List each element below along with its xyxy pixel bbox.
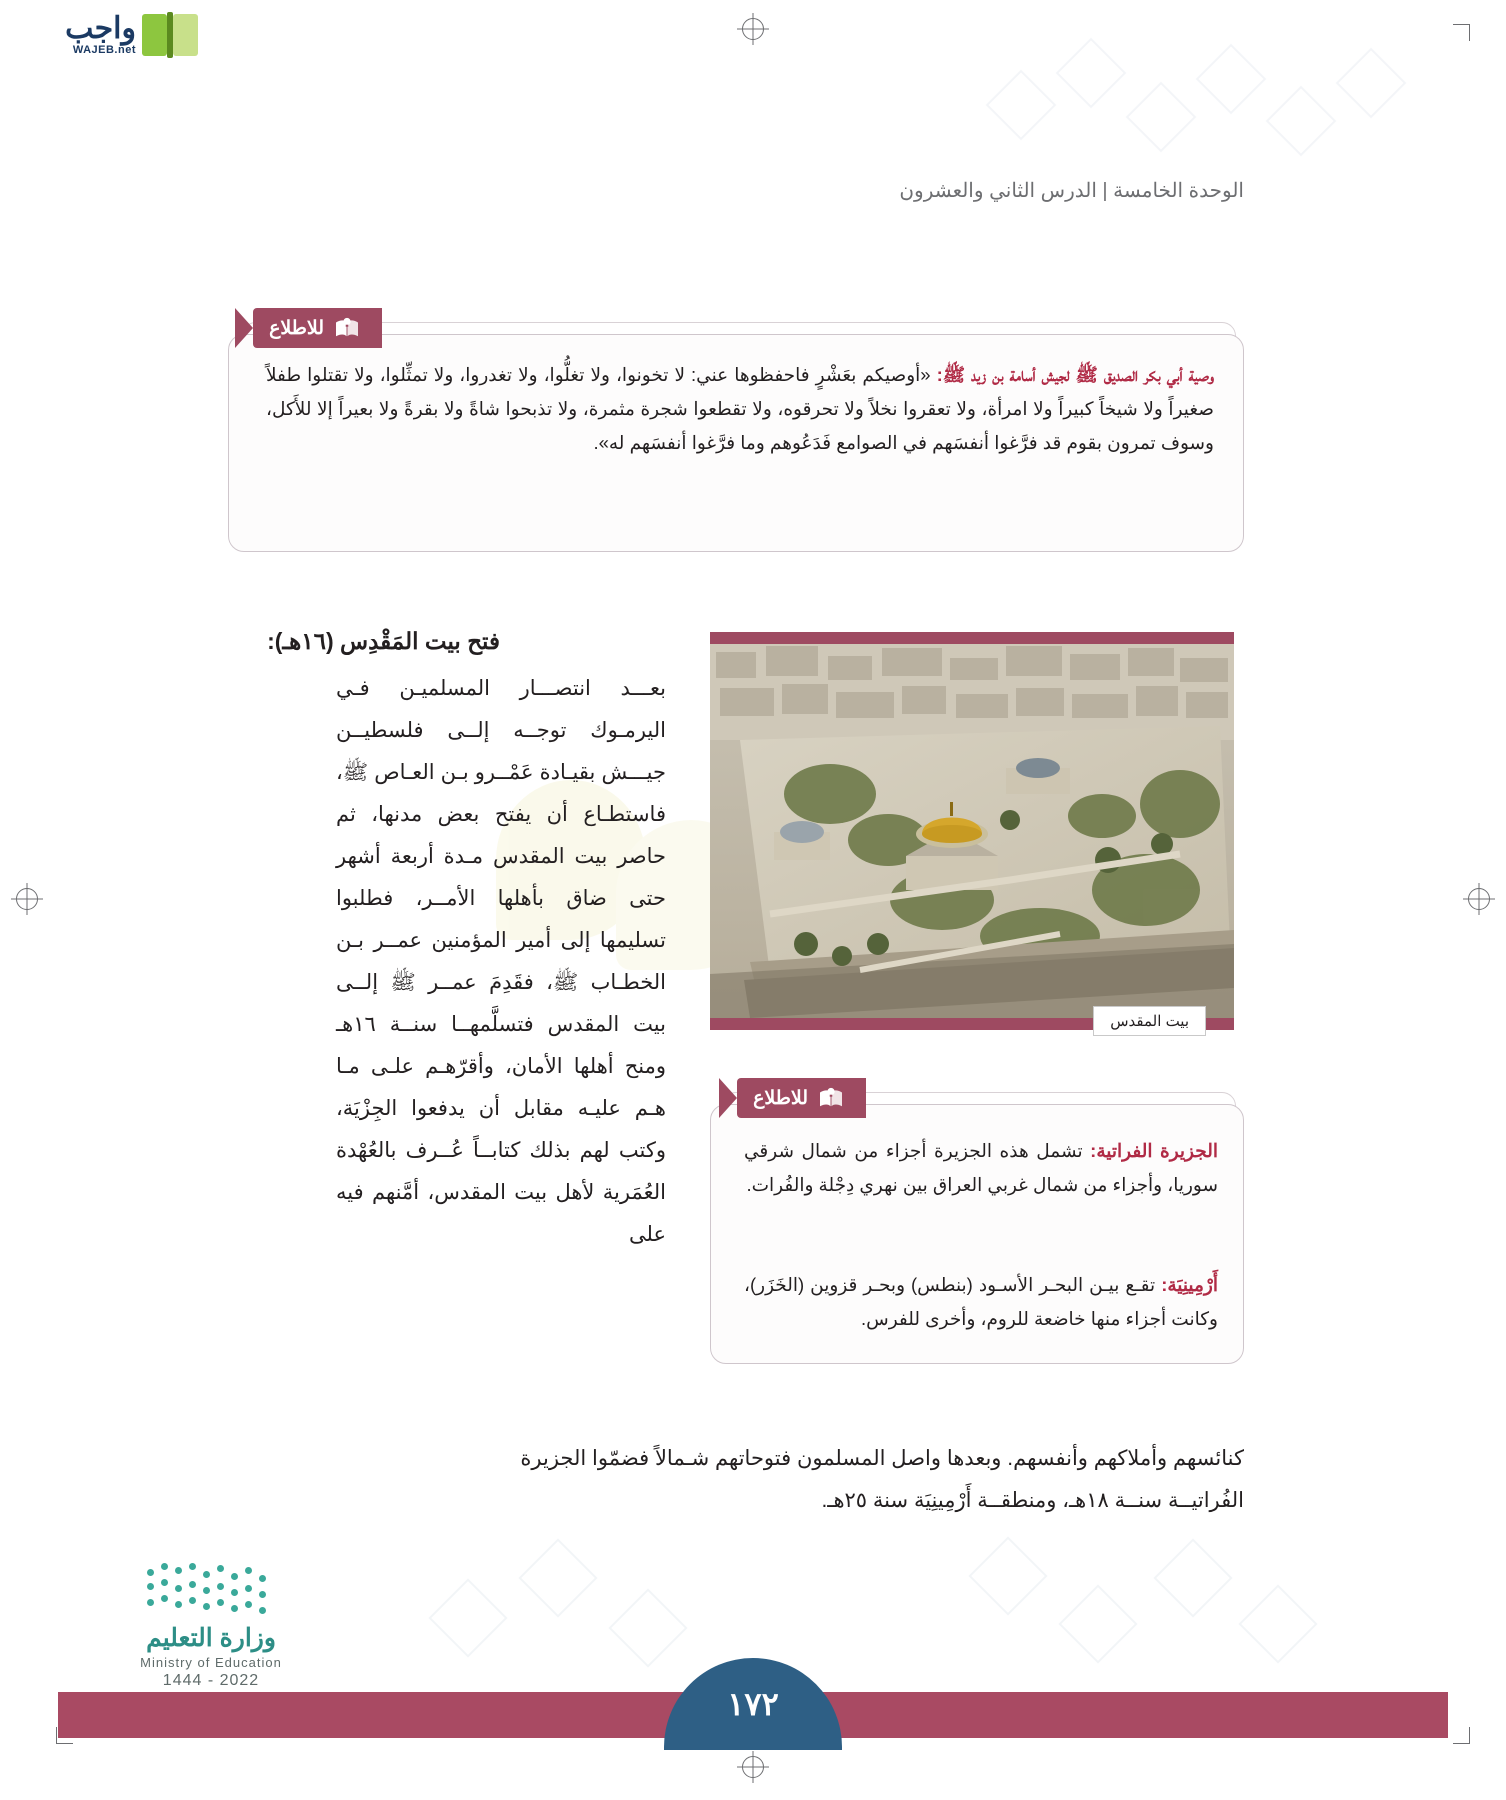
registration-mark-right (1468, 888, 1490, 910)
info-box-tab-advice (253, 308, 382, 348)
registration-mark-left (16, 888, 38, 910)
crop-mark-top-right (1453, 24, 1470, 41)
ministry-dots-icon (147, 1563, 275, 1617)
article-tail-text (314, 1438, 1244, 1522)
figure-top-bar (710, 632, 1234, 644)
article-tail-last-line: الفُراتيــة سنــة ١٨هـ، ومنطقــة أَرْمِينِيَة سنة ٢٥هـ. (821, 1489, 1244, 1512)
glossary-term-1: الجزيرة الفراتية: (1090, 1140, 1218, 1161)
page-number-badge: ١٧٢ (664, 1658, 842, 1750)
figure-image (710, 644, 1234, 1018)
info-box-advice (214, 308, 1244, 558)
info-box-glossary (698, 1078, 1244, 1372)
decorative-squares-top (986, 40, 1446, 170)
info-box-tab-label: للاطلاع (753, 1087, 808, 1109)
glossary-definition-1: تشمل هذه الجزيرة أجزاء من شمال شرقي سوريا، وأجزاء من شمال غربي العراق بين نهري دِجْلة والفُرات. (744, 1140, 1218, 1196)
open-book-icon (142, 12, 198, 58)
ministry-logo (96, 1563, 326, 1690)
glossary-term-2: أَرْمِينِيَة: (1161, 1274, 1218, 1295)
book-lightbulb-icon (334, 317, 360, 339)
article-tail-line: كنائسهم وأملاكهم وأنفسهم. وبعدها واصل المسلمون فتوحاتهم شـمالاً فضمّوا الجزيرة (520, 1447, 1244, 1470)
registration-mark-bottom (742, 1756, 764, 1778)
figure-jerusalem (710, 632, 1234, 1030)
section-heading: فتح بيت المَقْدِس (١٦هـ): (267, 628, 500, 654)
registration-mark-top (742, 18, 764, 40)
glossary-entry-2 (744, 1268, 1218, 1336)
crop-mark-bottom-right (1453, 1727, 1470, 1744)
ministry-year: 1444 - 2022 (162, 1672, 260, 1689)
figure-caption: بيت المقدس (1093, 1006, 1206, 1036)
info-box-tab-label: للاطلاع (269, 317, 324, 339)
ministry-name-en: Ministry of Education (140, 1655, 282, 1670)
glossary-definition-2: تقـع بيـن البحـر الأسـود (بنطس) وبحـر قزوين (الخَزَر)، وكانت أجزاء منها خاضعة للروم، وأخرى للفرس. (744, 1274, 1218, 1330)
breadcrumb: الوحدة الخامسة | الدرس الثاني والعشرون (899, 180, 1244, 202)
book-lightbulb-icon (818, 1087, 844, 1109)
brand-name: واجب (65, 12, 136, 45)
decorative-squares-bottom (420, 1530, 1320, 1680)
brand-domain: WAJEB.net (72, 44, 136, 56)
info-box-advice-lead: وصية أبي بكر الصديق ﷺ لجيش أسامة بن زيد ﷺ: (936, 364, 1215, 385)
info-box-advice-body: «أوصيكم بعَشْرٍ فاحفظوها عني: لا تخونوا، ولا تغلُّوا، ولا تغدروا، ولا تمثِّلوا، ولا تقتلوا طفلاً صغيراً ولا شيخاً كبيراً ولا امرأة، ولا تعقروا نخلاً ولا تحرقوه، ولا تقطعوا شجرة مثمرة، ولا تذبحوا شاةً ولا بقرةً ولا بعيراً إلا للأَكل، وسوف تمرون بقوم قد فرَّغوا أنفسَهم في الصوامع فَدَعُوهم وما فرَّغوا أنفسَهم له». (266, 364, 1214, 454)
info-box-tab-glossary (737, 1078, 866, 1118)
article-column-text: بعـــد انتصـــار المسلميـن فـي اليرمـوك توجــه إلــى فلسطيــن جيـــش بقيـادة عَمْــرو بـن العـاص ﷺ، فاستطـاع أن يفتح بعض مدنها، ثم حاصر بيت المقدس مـدة أربعة أشهر حتى ضاق بأهلها الأمــر، فطلبوا تسليمها إلى أمير المؤمنين عمــر بـن الخطـاب ﷺ، فقَدِمَ عمــر ﷺ إلــى بيت المقدس فتسلَّمهــا سنــة ١٦هـ ومنح أهلها الأمان، وأقرّهـم علـى مـا هـم عليـه مقابل أن يدفعوا الجِزْيَة، وكتب لهم بذلك كتابــاً عُــرف بالعُهْدة العُمَرية لأهل بيت المقدس، أمَّنهم فيه على (336, 677, 666, 1246)
glossary-entry-1 (744, 1134, 1218, 1202)
wajeb-watermark-logo (8, 6, 198, 64)
info-box-advice-text (266, 358, 1214, 461)
ministry-name-ar: وزارة التعليم (146, 1624, 276, 1652)
